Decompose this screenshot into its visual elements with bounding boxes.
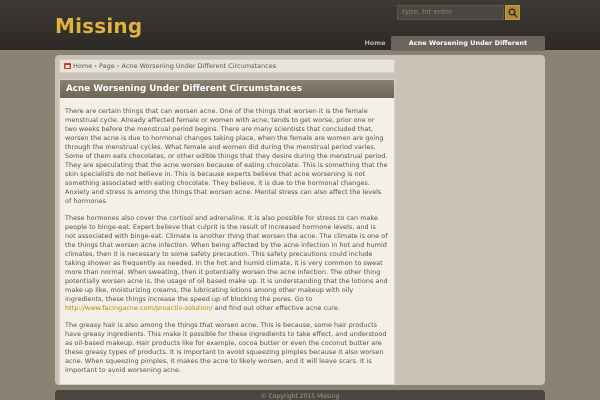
- article-paragraph: [65, 214, 388, 313]
- home-icon: [64, 63, 71, 69]
- breadcrumb: [59, 59, 395, 73]
- breadcrumb-separator: ›: [94, 62, 97, 70]
- breadcrumb-home[interactable]: Home: [73, 62, 93, 70]
- footer: © Copyright 2015 Missing: [55, 390, 545, 400]
- breadcrumb-page[interactable]: Page: [98, 62, 115, 70]
- breadcrumb-current: Acne Worsening Under Different Circumstances: [121, 62, 277, 70]
- site-header: [0, 0, 600, 50]
- article: [59, 79, 395, 385]
- article-paragraph: There are certain things that can worsen acne. One of the things that worsen it is the female menstrual cycle. Already affected female or women with acne, tends to get worse, prior one or two weeks before the menstrual period begins. There are many scientists that concluded that, worsen the acne is due to hormonal changes taking place, when the female are women are going through the menstrual cycles. What female and women did during the menstrual period varies. Some of them eats chocolates, or other edible things that they desire during the menstrual period. They are speculating that the acne worsen because of eating chocolate. This is something that the skin specialists do not believe in. This is because experts believe that acne worsening is not something associated with eating chocolate. They believe, it is due to the hormonal changes. Anxiety and stress is among the things that worsen acne. Mental stress can also affect the levels of hormones.: [65, 107, 388, 205]
- article-body: [60, 98, 394, 375]
- nav-current-page[interactable]: Acne Worsening Under Different: [391, 36, 545, 51]
- breadcrumb-separator: ›: [116, 62, 120, 70]
- search-input[interactable]: type, hit enter: [397, 5, 504, 20]
- article-link[interactable]: http://www.facingacne.com/proactiv-solution/: [65, 304, 213, 312]
- article-paragraph: The greasy hair is also among the things that worsen acne. This is because, some hair products have greasy ingredients. This make it possible for these ingredients to take effect, and understood as oil-based makeup. Hair products like for example, cocoa butter or even the coconut butter are these greasy types of products. It is important to avoid squeezing pimples because it also worsen acne. When squeezing pimples, it makes the acne to likely worsen, and it will leave scars. It is important to avoid worsening acne.: [65, 321, 387, 374]
- paragraph-text: and find out other effective acne cure.: [212, 304, 340, 312]
- paragraph-text: These hormones also cover the cortisol and adrenaline. It is also possible for stress to can make people to binge-eat. Expert believe that culprit is the result of increased hormone levels, and is not associated with binge-eat. Climate is another thing that worsen the acne. The climate is one of the things that worsen acne infection. When being affected by the acne infection in hot and humid climates, then it is necessary to some safety precaution. This safety precautions could include taking shower as frequently as needed. In the hot and humid climate, it is very common to sweat more than normal. When sweating, then it potentially worsen the acne infection. The other thing potentially worsen acne is, the usage of oil based make up. It is understanding that the lotions and make up like, moisturizing creams, the lubricating lotions among other makeup with oily ingredients, these things increase the speed up of blocking the pores. Go to: [65, 214, 388, 303]
- article-title: Acne Worsening Under Different Circumstances: [60, 80, 394, 98]
- search-icon: [508, 8, 518, 18]
- site-title[interactable]: Missing: [55, 14, 143, 38]
- main-content: [55, 55, 545, 385]
- nav-home[interactable]: Home: [364, 39, 386, 47]
- search-button[interactable]: [505, 5, 520, 20]
